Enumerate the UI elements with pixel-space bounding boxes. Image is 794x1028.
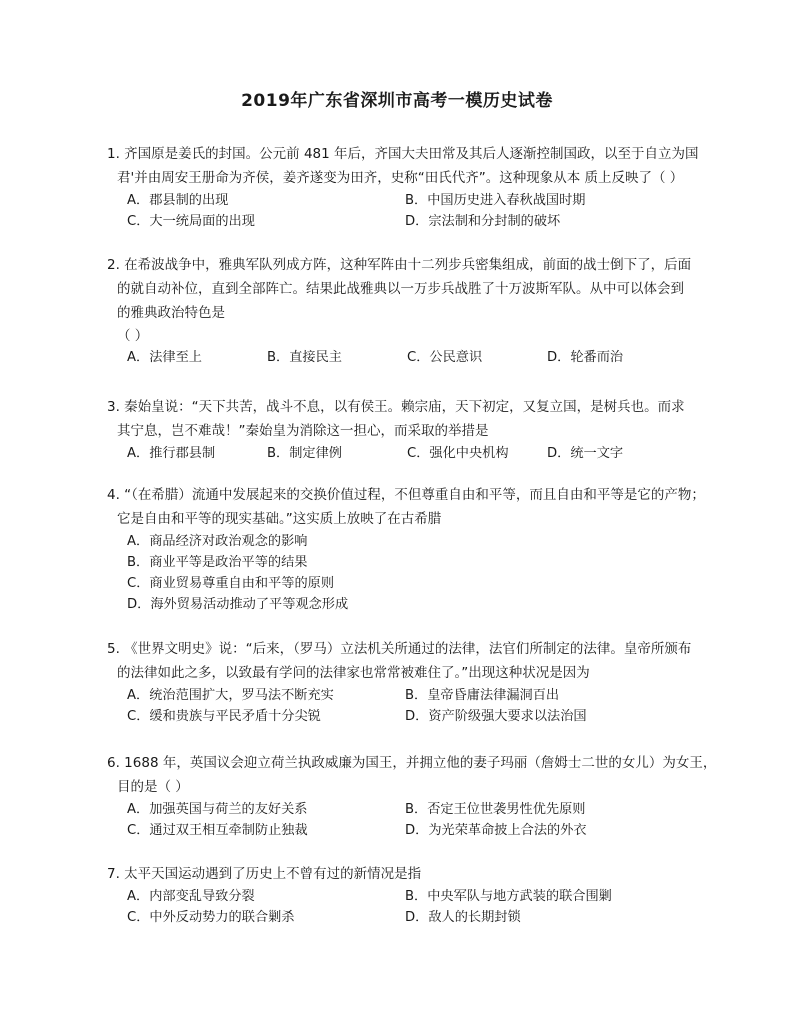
option-c: C．商业贸易尊重自由和平等的原则 (127, 576, 335, 591)
option-a: A．法律至上 (127, 350, 202, 365)
option-a: A．商品经济对政治观念的影响 (127, 534, 308, 549)
option-b: B．中国历史进入春秋战国时期 (405, 193, 586, 208)
question-text: 它是自由和平等的现实基础。”这实质上放映了在古希腊 (117, 511, 442, 527)
question-text: 的雅典政治特色是 (117, 305, 225, 321)
option-d: D．海外贸易活动推动了平等观念形成 (127, 597, 349, 612)
question-6 (107, 751, 717, 841)
option-b: B．中央军队与地方武装的联合围剿 (405, 889, 612, 904)
page-title: 2019年广东省深圳市高考一模历史试卷 (241, 91, 553, 111)
option-d: D．为光荣革命披上合法的外衣 (405, 823, 587, 838)
option-a: A．加强英国与荷兰的友好关系 (127, 802, 308, 817)
option-c: C．缓和贵族与平民矛盾十分尖锐 (127, 709, 321, 724)
question-text: 其宁息，岂不难哉！”秦始皇为消除这一担心，而采取的举措是 (117, 423, 489, 439)
option-a: A．郡县制的出现 (127, 193, 229, 208)
options-row (107, 706, 717, 727)
option-b: B．直接民主 (267, 350, 342, 365)
option-d: D．统一文字 (547, 446, 624, 461)
question-text: 1. 齐国原是姜氏的封国。公元前 481 年后，齐国大夫田常及其后人逐渐控制国政，以至于自立为国 (107, 146, 699, 162)
option-b: B．否定王位世袭男性优先原则 (405, 802, 586, 817)
question-3 (107, 395, 717, 464)
question-5 (107, 637, 717, 727)
option-a: A．统治范围扩大，罗马法不断充实 (127, 688, 334, 703)
question-text: 6. 1688 年，英国议会迎立荷兰执政威廉为国王，并拥立他的妻子玛丽（詹姆士二世的女儿）为女王， (107, 755, 717, 771)
options-row (107, 685, 717, 706)
options-row (107, 886, 717, 907)
question-text: 2. 在希波战争中，雅典军队列成方阵，这种军阵由十二列步兵密集组成，前面的战士倒下了，后面 (107, 257, 692, 273)
option-c: C．通过双王相互牵制防止独裁 (127, 823, 308, 838)
options-row (107, 211, 717, 232)
question-text: 君'并由周安王册命为齐侯，姜齐遂变为田齐，史称“田氏代齐”。这种现象从本 质上反映了（ ） (117, 170, 684, 186)
options-row (107, 443, 717, 464)
options-row (107, 799, 717, 820)
question-text: 7. 太平天国运动遇到了历史上不曾有过的新情况是指 (107, 866, 422, 882)
option-c: C．大一统局面的出现 (127, 214, 255, 229)
question-text: 目的是（ ） (117, 779, 189, 795)
option-d: D．宗法制和分封制的破坏 (405, 214, 561, 229)
question-4 (107, 483, 717, 615)
question-7 (107, 862, 717, 928)
question-1 (107, 142, 717, 232)
options-row (107, 190, 717, 211)
question-text: 4. “（在希腊）流通中发展起来的交换价值过程，不但尊重自由和平等，而且自由和平等是它的产物； (107, 487, 705, 503)
option-d: D．资产阶级强大要求以法治国 (405, 709, 587, 724)
answer-blank: （ ） (117, 328, 149, 344)
option-c: C．中外反动势力的联合剿杀 (127, 910, 295, 925)
option-b: B．皇帝昏庸法律漏洞百出 (405, 688, 560, 703)
question-2 (107, 253, 717, 368)
question-text: 的就自动补位，直到全部阵亡。结果此战雅典以一万步兵战胜了十万波斯军队。从中可以体会到 (117, 281, 684, 297)
option-d: D．敌人的长期封锁 (405, 910, 521, 925)
options-row (107, 820, 717, 841)
option-d: D．轮番而治 (547, 350, 624, 365)
option-a: A．推行郡县制 (127, 446, 216, 461)
options-row (107, 907, 717, 928)
option-b: B．商业平等是政治平等的结果 (127, 555, 308, 570)
option-b: B．制定律例 (267, 446, 342, 461)
option-c: C．强化中央机构 (407, 446, 509, 461)
question-text: 5. 《世界文明史》说：“后来，（罗马）立法机关所通过的法律，法官们所制定的法律。皇帝所颁布 (107, 641, 692, 657)
option-a: A．内部变乱导致分裂 (127, 889, 255, 904)
option-c: C．公民意识 (407, 350, 483, 365)
options-row (107, 347, 717, 368)
question-text: 3. 秦始皇说：“天下共苦，战斗不息，以有侯王。赖宗庙，天下初定，又复立国，是树兵也。而求 (107, 399, 685, 415)
question-text: 的法律如此之多，以致最有学问的法律家也常常被难住了。”出现这种状况是因为 (117, 665, 590, 681)
